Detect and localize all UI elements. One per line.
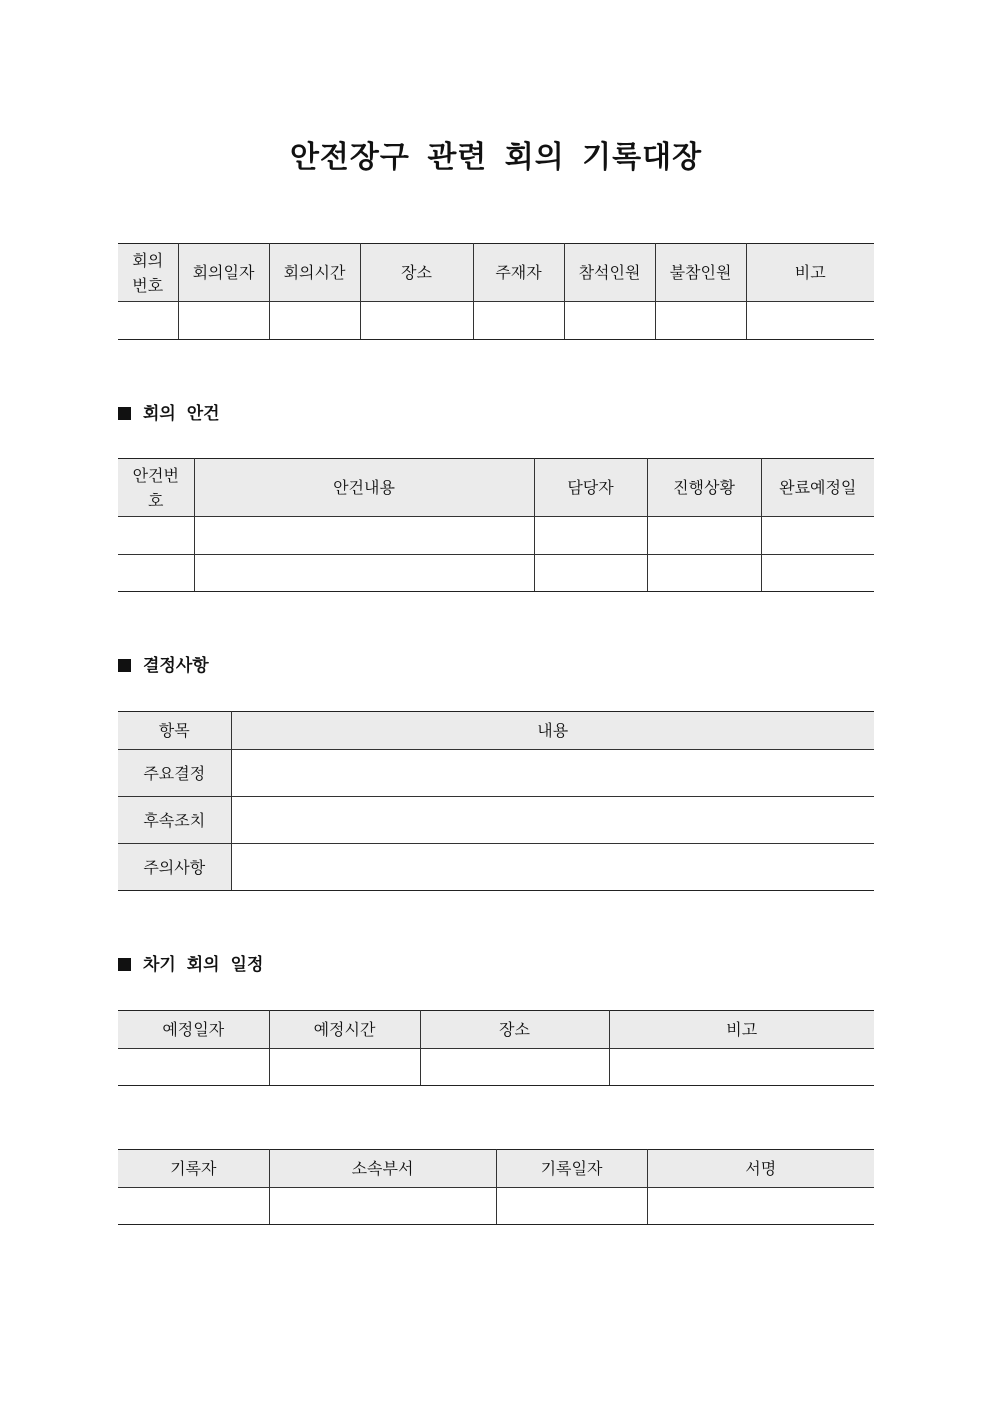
table-row: [118, 1188, 874, 1225]
header-chair: 주재자: [473, 244, 564, 302]
table-row: [118, 1049, 874, 1086]
cell-planned-time[interactable]: [269, 1049, 420, 1086]
cell-key-decision[interactable]: [231, 750, 874, 797]
cell-recorder[interactable]: [118, 1188, 269, 1225]
header-agenda-number: 안건번 호: [118, 459, 194, 517]
meeting-info-table: [118, 243, 874, 340]
square-bullet-icon: [118, 407, 131, 420]
row-label-follow-up: 후속조치: [118, 797, 231, 844]
header-department: 소속부서: [269, 1150, 496, 1188]
cell-chair[interactable]: [473, 302, 564, 340]
header-planned-time: 예정시간: [269, 1011, 420, 1049]
header-agenda-content: 안건내용: [194, 459, 534, 517]
table-row: [118, 750, 874, 797]
cell-progress[interactable]: [647, 555, 761, 592]
cell-signature[interactable]: [647, 1188, 874, 1225]
cell-cautions[interactable]: [231, 844, 874, 891]
header-planned-date: 예정일자: [118, 1011, 269, 1049]
cell-location[interactable]: [360, 302, 473, 340]
cell-due-date[interactable]: [761, 555, 874, 592]
square-bullet-icon: [118, 958, 131, 971]
cell-agenda-content[interactable]: [194, 517, 534, 555]
cell-planned-date[interactable]: [118, 1049, 269, 1086]
header-signature: 서명: [647, 1150, 874, 1188]
table-row: [118, 797, 874, 844]
header-progress: 진행상황: [647, 459, 761, 517]
cell-remarks[interactable]: [746, 302, 874, 340]
header-person-in-charge: 담당자: [534, 459, 647, 517]
row-label-key-decision: 주요결정: [118, 750, 231, 797]
square-bullet-icon: [118, 659, 131, 672]
header-meeting-date: 회의일자: [178, 244, 269, 302]
cell-record-date[interactable]: [496, 1188, 647, 1225]
cell-department[interactable]: [269, 1188, 496, 1225]
table-row: [118, 844, 874, 891]
header-attendees: 참석인원: [564, 244, 655, 302]
header-item: 항목: [118, 712, 231, 750]
header-meeting-time: 회의시간: [269, 244, 360, 302]
cell-agenda-content[interactable]: [194, 555, 534, 592]
header-meeting-number: 회의 번호: [118, 244, 178, 302]
header-absentees: 불참인원: [655, 244, 746, 302]
cell-due-date[interactable]: [761, 517, 874, 555]
section-heading-next-meeting: 차기 회의 일정: [118, 950, 263, 975]
header-remarks: 비고: [609, 1011, 874, 1049]
row-label-cautions: 주의사항: [118, 844, 231, 891]
header-content: 내용: [231, 712, 874, 750]
recorder-table: [118, 1149, 874, 1225]
header-remarks: 비고: [746, 244, 874, 302]
cell-progress[interactable]: [647, 517, 761, 555]
header-location: 장소: [420, 1011, 609, 1049]
page-title: 안전장구 관련 회의 기록대장: [289, 140, 703, 175]
cell-follow-up[interactable]: [231, 797, 874, 844]
section-heading-decisions: 결정사항: [118, 651, 209, 676]
agenda-table: [118, 458, 874, 592]
table-row: [118, 555, 874, 592]
cell-attendees[interactable]: [564, 302, 655, 340]
cell-person-in-charge[interactable]: [534, 555, 647, 592]
decisions-table: [118, 711, 874, 891]
cell-person-in-charge[interactable]: [534, 517, 647, 555]
cell-meeting-time[interactable]: [269, 302, 360, 340]
cell-absentees[interactable]: [655, 302, 746, 340]
table-row: [118, 302, 874, 340]
section-heading-agenda: 회의 안건: [118, 399, 220, 424]
next-meeting-table: [118, 1010, 874, 1086]
header-due-date: 완료예정일: [761, 459, 874, 517]
cell-agenda-number[interactable]: [118, 555, 194, 592]
cell-location[interactable]: [420, 1049, 609, 1086]
cell-meeting-date[interactable]: [178, 302, 269, 340]
header-location: 장소: [360, 244, 473, 302]
header-record-date: 기록일자: [496, 1150, 647, 1188]
table-row: [118, 517, 874, 555]
cell-remarks[interactable]: [609, 1049, 874, 1086]
cell-meeting-number[interactable]: [118, 302, 178, 340]
cell-agenda-number[interactable]: [118, 517, 194, 555]
header-recorder: 기록자: [118, 1150, 269, 1188]
